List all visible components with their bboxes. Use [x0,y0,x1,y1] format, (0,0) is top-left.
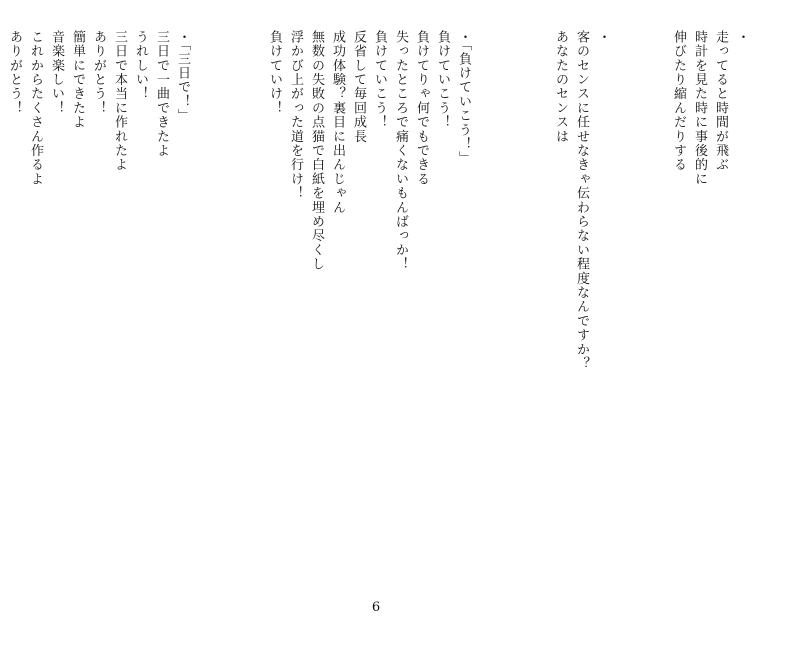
stanza-line: これからたくさん作るよ [28,30,43,187]
stanza-line: ・ [734,30,749,45]
stanza-line: 音楽楽しい！ [49,30,64,116]
stanza-line: ありがとう！ [91,30,106,116]
stanza-line: 失ったところで痛くないもんばっか！ [393,30,408,272]
stanza-line: 成功体験？裏目に出んじゃん [330,30,345,215]
stanza-line: ・「三日で！」 [175,30,190,123]
stanza-line: ・ [595,30,610,45]
stanza-line: 無数の失敗の点猫で白紙を埋め尽くし [309,30,324,272]
stanza-line: 負けていこう！ [435,30,450,130]
stanza-line: 簡単にできたよ [70,30,85,130]
stanza-line: うれしい！ [133,30,148,101]
stanza-line: 浮かび上がった道を行け！ [288,30,303,201]
stanza-lose [264,30,474,271]
stanza-time [668,30,752,186]
stanza-line: 負けていこう！ [372,30,387,130]
stanza-line: 客のセンスに任せなきゃ伝わらない程度なんですか？ [574,30,589,371]
stanza-line: 時計を見た時に事後的に [692,30,707,187]
stanza-three-days [4,30,193,186]
stanza-line: 走ってると時間が飛ぶ [713,30,728,172]
stanza-line: 負けてりゃ何でもできる [414,30,429,187]
stanza-line: ・「負けていこう！」 [456,30,471,166]
stanza-sense [550,30,613,371]
stanza-line: 反省して毎回成長 [351,30,366,144]
stanza-line: 三日で本当に作れたよ [112,30,127,172]
stanza-line: 負けていけ！ [267,30,282,116]
stanza-line: あなたのセンスは [553,30,568,144]
stanza-line: ありがとう！ [7,30,22,116]
stanza-line: 伸びたり縮んだりする [671,30,686,172]
page-number: 6 [371,600,381,615]
stanza-line: 三日で一曲できたよ [154,30,169,158]
